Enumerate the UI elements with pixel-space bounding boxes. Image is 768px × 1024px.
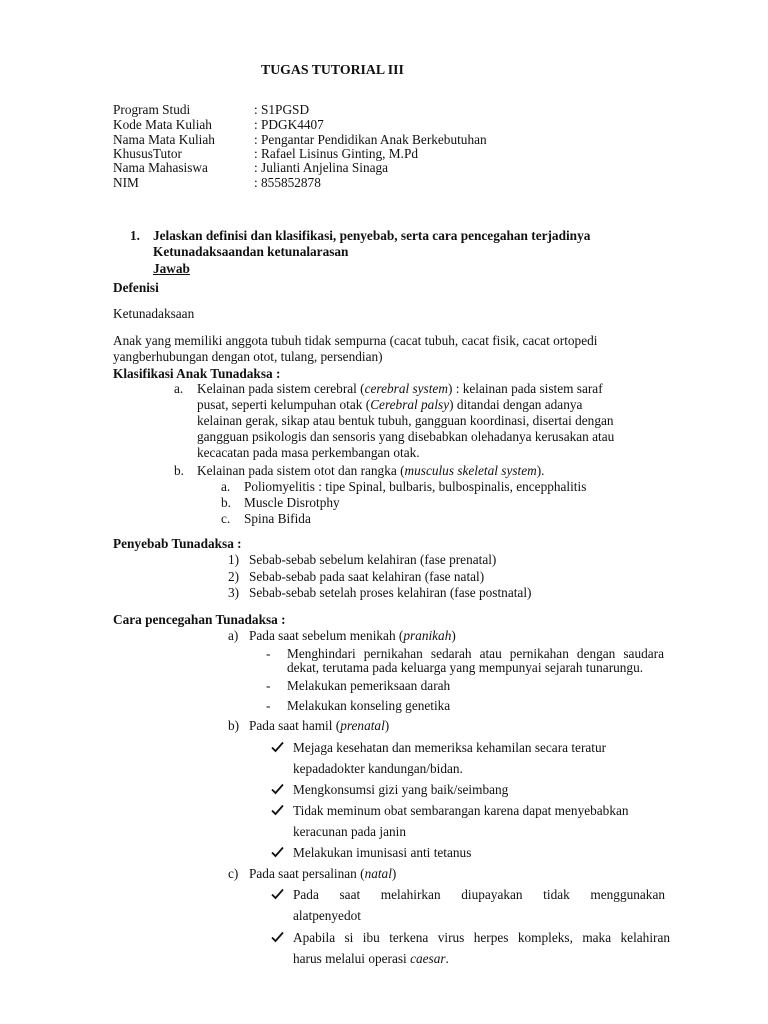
list-item-text: Muscle Disrotphy [244,495,340,510]
list-marker: c) [228,866,239,881]
dash-bullet: - [266,678,271,693]
list-item-text: Tidak meminum obat sembarangan karena dapat menyebabkan [293,803,629,818]
definition-text: Anak yang memiliki anggota tubuh tidak sempurna (cacat tubuh, cacat fisik, cacat ortopedi [113,333,598,348]
list-marker: b) [228,718,240,733]
checkmark-icon [271,804,284,821]
document-title: TUGAS TUTORIAL III [261,62,404,77]
info-label: NIM [113,175,139,190]
list-marker: a. [174,381,184,396]
list-item-text: Pada saat hamil (prenatal) [249,718,390,733]
list-item-text: Pada saat sebelum menikah (pranikah) [249,628,456,643]
list-item-text: Pada saat melahirkan diupayakan tidak menggunakan [293,887,665,902]
info-label: Kode Mata Kuliah [113,117,212,132]
list-item-text: Sebab-sebab sebelum kelahiran (fase prenatal) [249,552,497,567]
info-label: KhususTutor [113,146,182,161]
subheading: Ketunadaksaan [113,306,195,321]
info-value: : Pengantar Pendidikan Anak Berkebutuhan [254,132,487,147]
list-item-text: Sebab-sebab pada saat kelahiran (fase natal) [249,569,485,584]
list-item-text: Mengkonsumsi gizi yang baik/seimbang [293,782,509,797]
list-item-text: kepadadokter kandungan/bidan. [293,761,463,776]
checkmark-icon [271,931,284,948]
list-item-text: alatpenyedot [293,908,361,923]
list-item-text: Kelainan pada sistem otot dan rangka (musculus skeletal system). [197,463,545,478]
list-marker: c. [221,511,231,526]
list-item-text: Melakukan imunisasi anti tetanus [293,845,472,860]
info-label: Nama Mata Kuliah [113,132,215,147]
info-value: : S1PGSD [254,102,310,117]
list-item-text: keracunan pada janin [293,824,406,839]
checkmark-icon [271,846,284,863]
definition-text: yangberhubungan dengan otot, tulang, persendian) [113,349,383,364]
list-marker: a) [228,628,239,643]
list-item-text: harus melalui operasi caesar. [293,951,449,966]
list-item-text: kecacatan pada masa perkembangan otak. [197,445,420,460]
checkmark-icon [271,888,284,905]
list-marker: b. [174,463,184,478]
info-label: Program Studi [113,102,191,117]
checkmark-icon [271,741,284,758]
list-item-text: Melakukan pemeriksaan darah [287,678,451,693]
list-item-text: Pada saat persalinan (natal) [249,866,397,881]
info-value: : Rafael Lisinus Ginting, M.Pd [254,146,418,161]
question-number: 1. [130,228,140,243]
info-label: Nama Mahasiswa [113,160,208,175]
info-value: : PDGK4407 [254,117,324,132]
list-marker: 1) [228,552,240,567]
list-item-text: Melakukan konseling genetika [287,698,451,713]
answer-label: Jawab [153,261,190,276]
section-heading: Penyebab Tunadaksa : [113,536,242,551]
list-marker: 2) [228,569,240,584]
list-item-text: gangguan psikologis dan sensoris yang disebabkan olehadanya kerusakan atau [197,429,615,444]
question-text: Jelaskan definisi dan klasifikasi, penyebab, serta cara pencegahan terjadinya [153,228,591,243]
info-value: : Julianti Anjelina Sinaga [254,160,389,175]
list-item-text: pusat, seperti kelumpuhan otak (Cerebral palsy) ditandai dengan adanya [197,397,583,412]
checkmark-icon [271,783,284,800]
list-item-text: Spina Bifida [244,511,311,526]
info-value: : 855852878 [254,175,321,190]
list-item-text: Mejaga kesehatan dan memeriksa kehamilan secara teratur [293,740,607,755]
question-text: Ketunadaksaandan ketunalarasan [153,244,349,259]
list-marker: a. [221,479,231,494]
list-item-text: Kelainan pada sistem cerebral (cerebral system) : kelainan pada sistem saraf [197,381,603,396]
list-item-text: Menghindari pernikahan sedarah atau pernikahan dengan saudara [287,646,664,661]
list-item-text: Poliomyelitis : tipe Spinal, bulbaris, bulbospinalis, encepphalitis [244,479,587,494]
list-item-text: Apabila si ibu terkena virus herpes kompleks, maka kelahiran [293,930,670,945]
dash-bullet: - [266,646,271,661]
dash-bullet: - [266,698,271,713]
list-marker: b. [221,495,231,510]
section-heading: Klasifikasi Anak Tunadaksa : [113,366,281,381]
section-heading: Defenisi [113,280,159,295]
list-item-text: kelainan gerak, sikap atau bentuk tubuh, gangguan koordinasi, disertai dengan [197,413,614,428]
list-item-text: dekat, terutama pada keluarga yang mempunyai sejarah tunarungu. [287,660,644,675]
list-item-text: Sebab-sebab setelah proses kelahiran (fase postnatal) [249,585,532,600]
section-heading: Cara pencegahan Tunadaksa : [113,612,286,627]
list-marker: 3) [228,585,240,600]
